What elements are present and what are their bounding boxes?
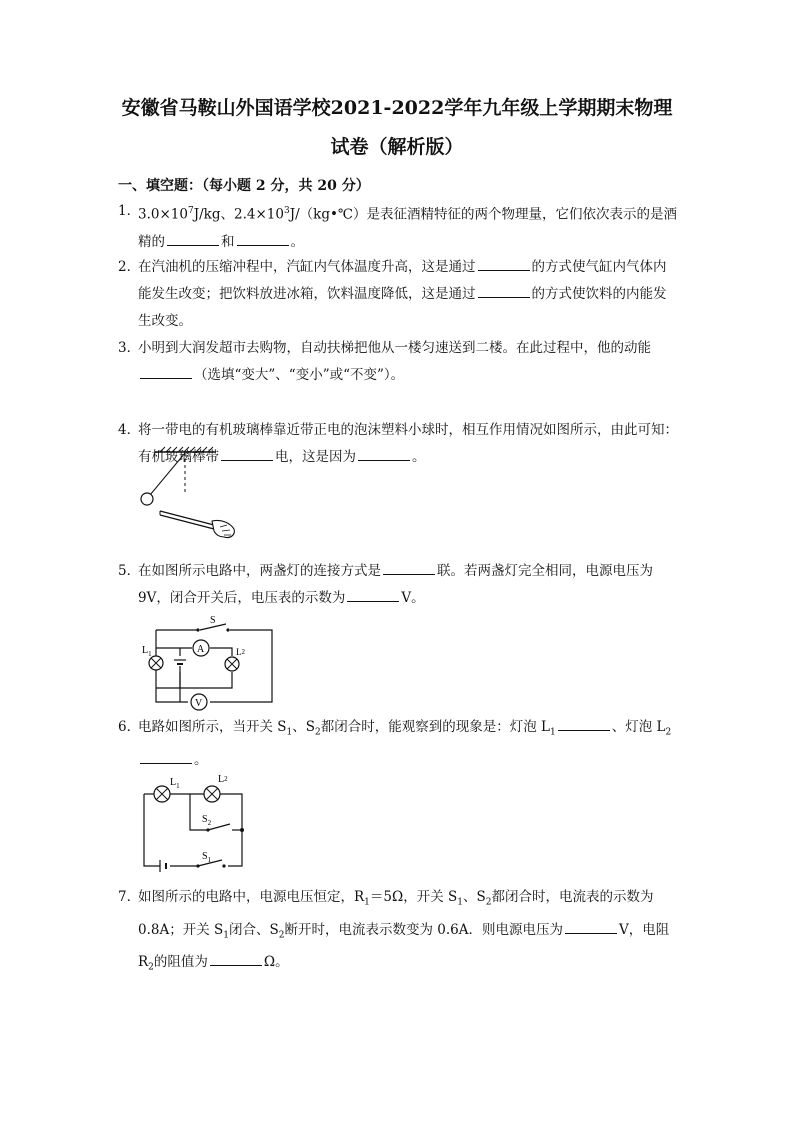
answer-blank[interactable]	[140, 749, 192, 764]
figure-circuit-q5	[140, 612, 280, 712]
question-text: 电路如图所示，当开关 $S_1$、$S_2$都闭合时，能观察到的现象是：灯泡 $L_1$ 、灯泡 $L_2$。	[138, 714, 678, 774]
lamp-icon	[204, 786, 220, 802]
question-number: 6．	[118, 719, 141, 735]
question-number: 5．	[118, 563, 141, 579]
lamp-icon	[154, 786, 170, 802]
figure-circuit-q6	[136, 770, 256, 875]
question-text: 将一带电的有机玻璃棒靠近带正电的泡沫塑料小球时，相互作用情况如图所示，由此可知：有机玻璃棒带 电，这是因为 。	[138, 422, 678, 465]
lamp-l2-label: L2	[236, 647, 245, 657]
answer-blank[interactable]	[565, 919, 617, 934]
page-title: 安徽省马鞍山外国语学校2021-2022学年九年级上学期期末物理	[121, 97, 673, 119]
question-number: 3．	[118, 340, 141, 356]
question-number: 2．	[118, 259, 141, 275]
switch-label: S	[210, 615, 216, 626]
question-7	[118, 884, 678, 982]
answer-blank[interactable]	[358, 446, 410, 461]
foam-ball	[141, 493, 153, 505]
switch-s2-label: $S_2$	[202, 814, 212, 827]
svg-text:A: A	[197, 644, 205, 655]
battery-icon	[174, 660, 186, 664]
question-number: 4．	[118, 422, 141, 438]
question-text: 如图所示的电路中，电源电压恒定，$R_1=5\Omega$，开关 $S_1$、$S_2$都闭合时，电流表的示数为 0.8A；开关 $S_1$闭合、$S_2$断开时，电流表示数变为 0.6A．则电源电压为 V，电阻 $R_2$的阻值为 Ω。	[138, 889, 670, 974]
answer-blank[interactable]	[558, 716, 610, 731]
lamp-l2-label: L2	[218, 774, 228, 785]
answer-blank[interactable]	[347, 587, 399, 602]
question-6	[118, 714, 678, 774]
section-heading: 一、填空题：（每小题 2 分，共 20 分）	[118, 178, 370, 194]
answer-blank[interactable]	[237, 231, 289, 246]
answer-blank[interactable]	[140, 364, 192, 379]
question-text: $3.0\times 10^7J/kg$、$2.4\times 10^3J/(kg•℃)$是表征酒精特征的两个物理量，它们依次表示的是酒精的 和 。	[138, 206, 678, 250]
figure-charged-ball	[130, 445, 250, 545]
lamp-l1-label: $L_1$	[142, 645, 152, 658]
question-5	[118, 558, 678, 612]
answer-blank[interactable]	[478, 256, 530, 271]
hand-icon	[212, 520, 234, 537]
page-subtitle: 试卷（解析版）	[330, 136, 464, 158]
switch-s1-label: $S_1$	[202, 851, 212, 864]
question-2	[118, 254, 678, 335]
answer-blank[interactable]	[167, 231, 219, 246]
question-text: 在汽油机的压缩冲程中，汽缸内气体温度升高，这是通过 的方式使气缸内气体内能发生改变；把饮料放进冰箱，饮料温度降低，这是通过 的方式使饮料的内能发生改变。	[138, 254, 678, 335]
voltmeter-icon	[191, 694, 207, 710]
lamp-icon	[225, 657, 239, 671]
question-number: 7．	[118, 889, 141, 905]
question-text: 在如图所示电路中，两盏灯的连接方式是 联。若两盏灯完全相同，电源电压为 9V，闭合开关后，电压表的示数为 V。	[138, 558, 678, 612]
svg-text:V: V	[195, 698, 203, 709]
ammeter-icon	[193, 640, 209, 656]
answer-blank[interactable]	[210, 951, 262, 966]
lamp-icon	[149, 656, 163, 670]
question-1	[118, 198, 678, 256]
answer-blank[interactable]	[383, 560, 435, 575]
question-3	[118, 335, 678, 389]
answer-blank[interactable]	[478, 283, 530, 298]
lamp-l1-label: $L_1$	[170, 777, 180, 790]
question-number: 1．	[118, 203, 141, 219]
question-text: 小明到大润发超市去购物，自动扶梯把他从一楼匀速送到二楼。在此过程中，他的动能（选填“变大”、“变小”或“不变”）。	[138, 340, 651, 383]
